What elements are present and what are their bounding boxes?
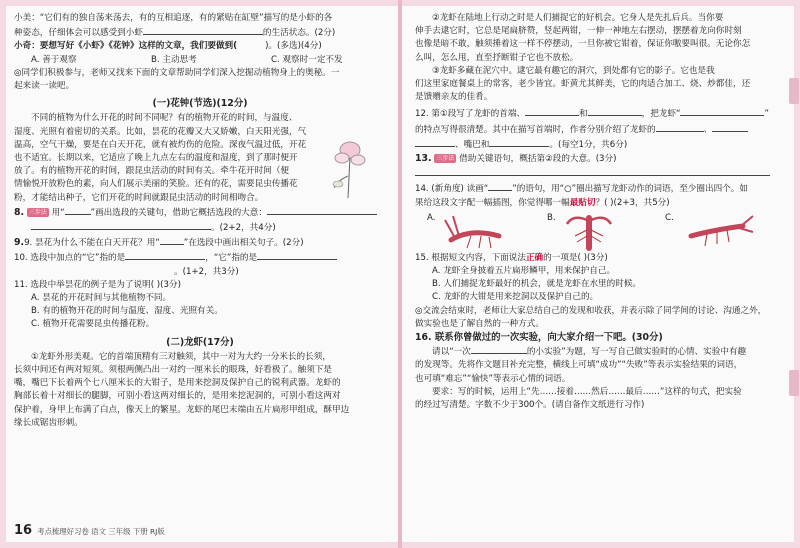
q11-option-c[interactable]: C. 植物开花需要昆虫传播花粉。 — [31, 319, 155, 330]
question-12-cont: 的特点写得很清楚。其中在描写首端时，作者分别介绍了龙虾的 、 — [415, 122, 787, 137]
answer-blank[interactable] — [125, 250, 205, 260]
passage2-line: ①龙虾外形美观。它的首端顶精有三对触须，其中一对为大约一分米长的长须， — [31, 351, 331, 362]
xiaomei-line-2: 种姿态，仔细体会可以感受到小虾 的生活状态。(2分) — [14, 25, 386, 40]
intro-line-1: ◎同学们积极参与，老师又找来下面的文章帮助同学们深入挖掘动植物身上的奥秘。一 — [14, 67, 340, 78]
option-row — [14, 54, 386, 67]
answer-blank[interactable] — [143, 25, 263, 35]
xiaoqi-line: 小奇：要想写好《小虾》《花钟》这样的文章，我们要做到( )。(多选)(4分) — [14, 41, 322, 52]
question-8: 8. 三步法 用“ ”画出选段的关键句，借助它概括选段的大意： — [14, 205, 386, 220]
question-9: 9.9. 昙花为什么不能在白天开花？用“ ”在选段中画出相关句子。(2分) — [14, 237, 304, 249]
left-column — [14, 12, 386, 430]
answer-blank[interactable] — [712, 122, 748, 132]
intro3-line-2: 做实验也是了解自然的一种方式。 — [415, 318, 544, 329]
passage1-line: 放了。有的植物开花的时间，跟昆虫活动的时间有关。牵牛花开时间（便 — [14, 166, 290, 177]
method-tag: 三步法 — [436, 155, 455, 163]
passage1-line: 不同的植物为什么开花的时间不同呢？有的植物开花的时间，与温度、 — [31, 113, 298, 124]
answer-blank[interactable] — [525, 106, 579, 116]
question-13: 13. 三步法 借助关键语句，概括第②段的大意。(3分) — [415, 153, 617, 165]
passage1-line: 湿度、光照有着密切的关系。比如，昙花的花瓣又大又娇嫩，白天阳光强，气 — [14, 126, 307, 137]
answer-blank[interactable] — [489, 137, 549, 147]
question-14: 14. (新角度) 读画“ ”的语句，用“○”圈出描写龙虾动作的词语，至少圈出四个。如 — [415, 181, 787, 196]
book-title: 考点梳理好习卷 语文 三年级 下册 RJ版 — [37, 527, 165, 536]
question-14-cont: 果给这段文字配一幅插图，你觉得哪一幅最贴切？( )(2+3，共5分) — [415, 197, 670, 208]
title-blank[interactable] — [471, 344, 527, 354]
requirement-line-2: 的经过写清楚。字数不少于300个。(请自备作文纸进行习作) — [415, 400, 645, 411]
pic-label-a[interactable]: A. — [427, 212, 436, 223]
passage2b-line: ②龙虾在陆地上行动之时是人们捕捉它的好机会。它身人是先扎后兵。当你要 — [432, 13, 724, 23]
answer-blank[interactable] — [415, 166, 770, 176]
crawfish-pictures — [415, 210, 787, 252]
answer-blank[interactable] — [257, 250, 337, 260]
passage2b-line: 们这里家庭餐桌上的常客，老少皆宜。虾黄尤其鲜美，它的肉适合加工、烧、炒都佳，还 — [415, 79, 751, 90]
passage1-line: 也不适宜。长期以来，它适应了晚上九点左右的温度和湿度，到了那时便开 — [14, 153, 298, 164]
answer-blank[interactable] — [267, 205, 377, 215]
side-tab-top — [789, 78, 799, 104]
passage1-line: 情愉悦开放粉色的素，向人们展示美丽的笑脸。还有的花，需要昆虫传播花 — [14, 179, 298, 190]
method-tag: 三步法 — [28, 208, 47, 216]
page-footer — [14, 523, 165, 538]
crawfish-pic-a[interactable] — [441, 210, 511, 250]
passage2-line: 嘴，嘴巴下长着两个七八厘米长的大钳子，是用来挖洞及保护自己的锐利武器。龙虾的 — [14, 378, 341, 389]
answer-blank[interactable] — [680, 106, 764, 116]
prompt-line: 请以“一次 的小实验”为题，写一写自己做实验时的心情、实验中有趣 — [415, 344, 787, 359]
question-12-cont2: 、嘴巴和 。(每空1分，共6分) — [415, 137, 787, 152]
question-12: 12. 第①段写了龙虾的首端、 和 ，把龙虾“ ” — [415, 106, 787, 121]
page-spine — [398, 0, 402, 548]
prompt-line: 也可填“难忘”“愉快”等表示心情的词语。 — [415, 373, 571, 384]
crawfish-pic-b[interactable] — [559, 210, 619, 252]
passage2-line: 胸部长着十对细长的腿脚，可别小看这两对细长的，是用来挖泥洞的，可别小看这两对 — [14, 391, 341, 402]
question-10-score: 。(1+2，共3分) — [174, 266, 239, 277]
pic-label-b[interactable]: B. — [547, 212, 556, 223]
question-8-cont: 。(2+2，共4分) — [14, 220, 386, 235]
passage2b-line: 也像是暗不敢，触须捶着这一样不停摆动，一旦你被它钳着，保证你嗷要叫很。无论你怎 — [415, 39, 751, 50]
crawfish-pic-c[interactable] — [677, 210, 757, 250]
passage2-line: 保护着，身甲上布满了白点，像天上的繁星。龙虾的尾巴末端由五片扁形甲组成，酥甲边 — [14, 404, 350, 415]
question-10: 10. 选段中加点的“它”指的是 ，“它”指的是 — [14, 250, 386, 265]
question-16: 16. 联系你曾做过的一次实验，向大家介绍一下吧。(30分) — [415, 332, 663, 344]
page-number: 16 — [14, 523, 33, 538]
section-title-longxia: (二)龙虾(17分) — [166, 336, 234, 348]
passage2b-line: 么叫，怎么甩，直至抒断钳子它也不放松。 — [415, 52, 579, 63]
passage2b-line: 是馈赠亲友的佳肴。 — [415, 92, 493, 103]
answer-line — [415, 166, 787, 181]
q15-option-b[interactable]: B. 人们捕捉龙虾最好的机会，就是龙虾在水里的时候。 — [432, 279, 642, 290]
answer-blank[interactable] — [31, 220, 211, 230]
side-tab-bottom — [789, 370, 799, 396]
passage2-line: 长须中间还有两对短须。须根两侧凸出一对约一厘米长的眼珠，好看极了。触须下是 — [14, 365, 332, 376]
q15-option-c[interactable]: C. 龙虾的大钳是用来挖洞以及保护自己的。 — [432, 292, 599, 303]
passage2b-line: 伸手去逮它时，它总是尾扁脐赞，竖起两钳，一伸一神地左右摆动，摆摆着龙向你时刻 — [415, 26, 742, 37]
passage1-line: 温高，空气干燥，要是在白天开花，就有被灼伤的危险。深夜气温过低，开花 — [14, 139, 307, 150]
q15-option-a[interactable]: A. 龙虾全身披着五片扁形鳞甲，用来保护自己。 — [432, 266, 616, 277]
question-15: 15. 根据短文内容，下面说法正确的一项是( )(3分) — [415, 252, 608, 263]
intro3-line-1: ◎交流会结束时，老师让大家总结自己的发现和收获，并表示除了同学间的讨论、沟通之外， — [415, 305, 767, 316]
intro-line-2: 起来读一读吧。 — [14, 81, 75, 92]
option-a[interactable]: A. 善于观察 — [31, 54, 77, 65]
q11-option-a[interactable]: A. 昙花的开花时间与其他植物不同。 — [31, 293, 172, 304]
answer-blank[interactable] — [588, 106, 642, 116]
section-title-huazhong: (一)花钟(节选)(12分) — [152, 98, 248, 110]
right-column — [415, 12, 787, 412]
answer-blank[interactable] — [656, 122, 704, 132]
option-c[interactable]: C. 观察时一定不发 — [271, 54, 343, 65]
option-b[interactable]: B. 主动思考 — [151, 54, 197, 65]
q11-option-b[interactable]: B. 有的植物开花的时间与温度、湿度、光照有关。 — [31, 306, 223, 317]
flower-illustration — [328, 136, 370, 200]
passage2b-line: ③龙虾多藏在泥穴中。逮它最有趣它的洞穴，到处都有它的影子。它也是我 — [432, 65, 715, 76]
pic-label-c[interactable]: C. — [665, 212, 674, 223]
answer-blank[interactable] — [415, 137, 455, 147]
question-11: 11. 选段中举昙花的例子是为了说明( )(3分) — [14, 279, 181, 290]
xiaomei-line-1: 小美：“它们有的独自荡来荡去，有的互相追逐，有的紧贴在缸壁”描写的是小虾的各 — [14, 13, 333, 23]
requirement-line: 要求：写的时候，运用上“先……接着……然后……最后……”这样的句式，把实验 — [432, 386, 742, 397]
prompt-line: 的发现等。先将作文题目补充完整，横线上可填“成功”“失败”等表示实验结果的词语， — [415, 360, 743, 371]
passage2-line: 缘长成锯齿形刺。 — [14, 417, 83, 428]
passage1-line: 粉，才能结出种子，它们开花的时间就跟昆虫活动的时间相吻合。 — [14, 192, 264, 203]
